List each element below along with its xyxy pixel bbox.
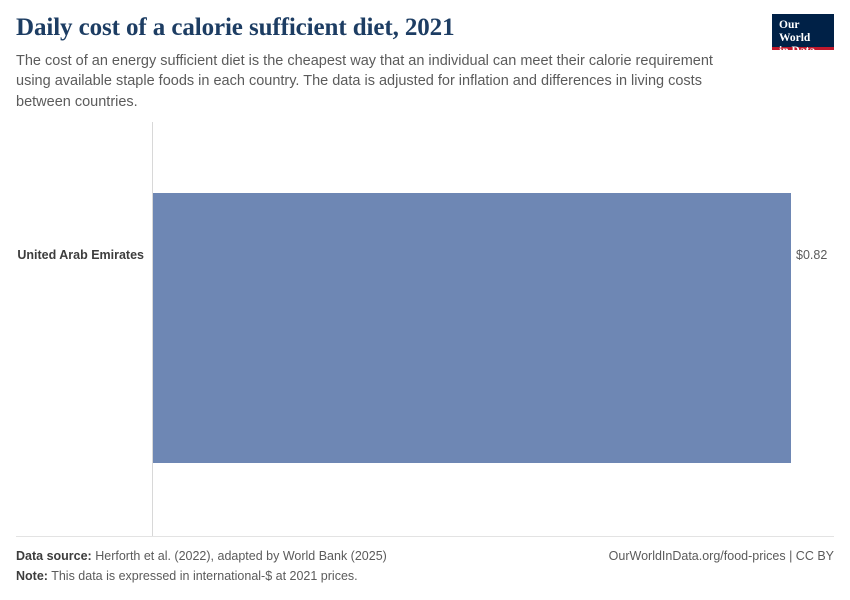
footer-source-row [16, 546, 834, 566]
logo-line-2: in Data [779, 45, 816, 57]
our-world-in-data-logo[interactable] [772, 14, 834, 57]
page-title: Daily cost of a calorie sufficient diet, 2021 [16, 14, 455, 41]
data-source-text: Herforth et al. (2022), adapted by World Bank (2025) [95, 549, 387, 563]
data-source-line [16, 546, 387, 566]
bar-row [0, 193, 850, 463]
note-label: Note: [16, 569, 48, 583]
bar-united-arab-emirates[interactable] [153, 193, 791, 463]
chart-footer [16, 536, 834, 586]
note-text: This data is expressed in international-$ at 2021 prices. [51, 569, 358, 583]
chart-subtitle: The cost of an energy sufficient diet is the cheapest way that an individual can meet their calorie requirement using available staple foods in each country. The data is adjusted for inflation and differences in living costs between countries. [16, 52, 713, 110]
attribution-link[interactable]: OurWorldInData.org/food-prices | CC BY [608, 549, 834, 563]
bar-category-label: United Arab Emirates [17, 248, 144, 262]
data-source-label: Data source: [16, 549, 92, 563]
footer-note-row [16, 566, 834, 586]
chart-plot-area [0, 122, 850, 537]
logo-line-1: Our World [779, 19, 811, 44]
bar-value-label: $0.82 [796, 248, 828, 262]
chart-header [16, 14, 834, 112]
